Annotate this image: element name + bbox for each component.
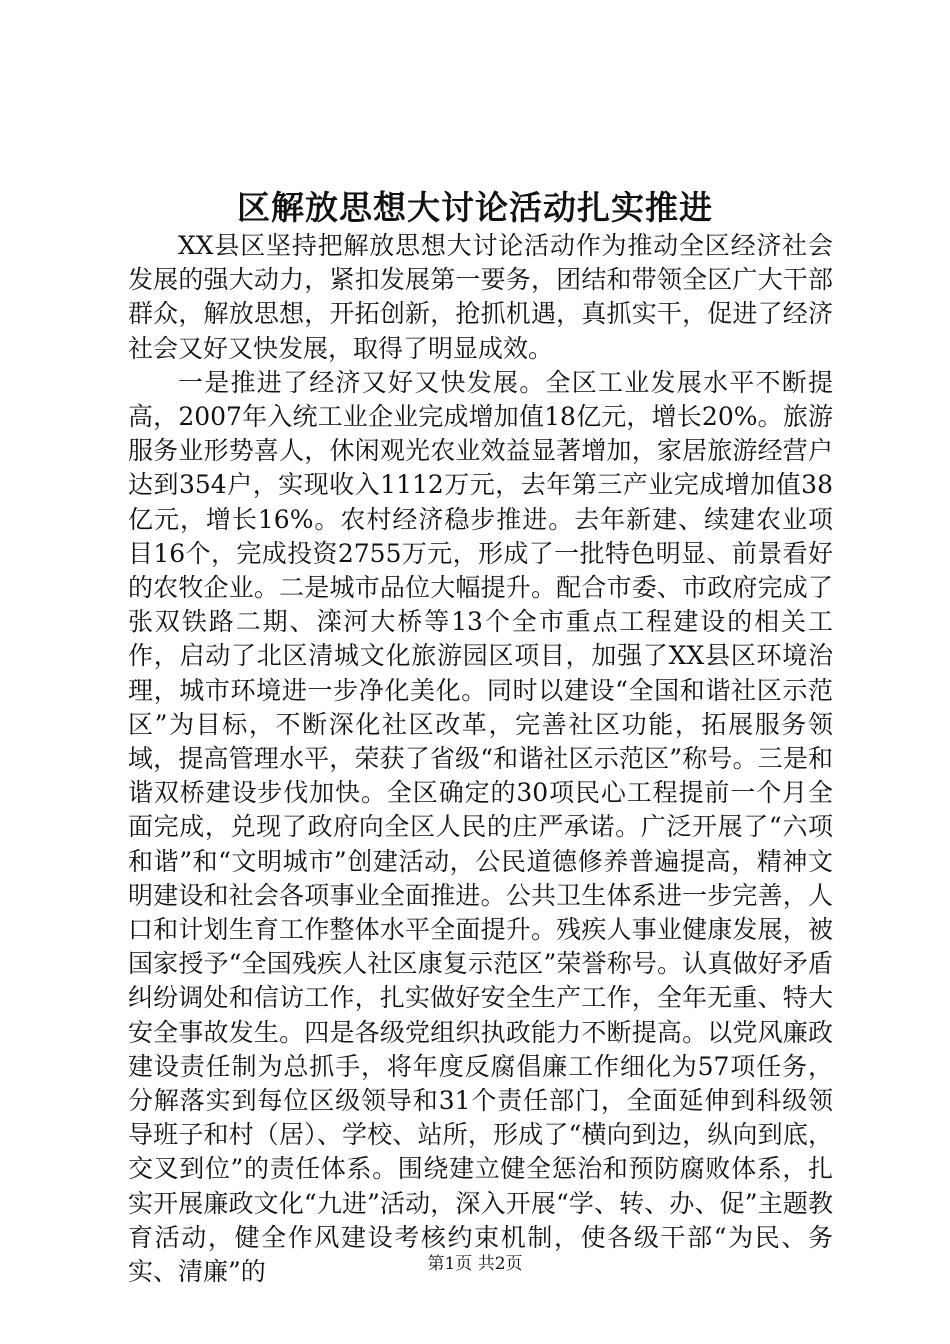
page-footer — [0, 1253, 950, 1275]
paragraph-achievements: 一是推进了经济又好又快发展。全区工业发展水平不断提高，2007年入统工业企业完成增加值18亿元，增长20%。旅游服务业形势喜人，休闲观光农业效益显著增加，家居旅游经营户达到354户，实现收入1112万元，去年第三产业完成增加值38亿元，增长16%。农村经济稳步推进。去年新建、续建农业项目16个，完成投资2755万元，形成了一批特色明显、前景看好的农牧企业。二是城市品位大幅提升。配合市委、市政府完成了张双铁路二期、滦河大桥等13个全市重点工程建设的相关工作，启动了北区清城文化旅游园区项目，加强了XX县区环境治理，城市环境进一步净化美化。同时以建设“全国和谐社区示范区”为目标，不断深化社区改革，完善社区功能，拓展服务领域，提高管理水平，荣获了省级“和谐社区示范区”称号。三是和谐双桥建设步伐加快。全区确定的30项民心工程提前一个月全面完成，兑现了政府向全区人民的庄严承诺。广泛开展了“六项和谐”和“文明城市”创建活动，公民道德修养普遍提高，精神文明建设和社会各项事业全面推进。公共卫生体系进一步完善，人口和计划生育工作整体水平全面提升。残疾人事业健康发展，被国家授予“全国残疾人社区康复示范区”荣誉称号。认真做好矛盾纠纷调处和信访工作，扎实做好安全生产工作，全年无重、特大安全事故发生。四是各级党组织执政能力不断提高。以党风廉政建设责任制为总抓手，将年度反腐倡廉工作细化为57项任务，分解落实到每位区级领导和31个责任部门，全面延伸到科级领导班子和村（居）、学校、站所，形成了“横向到边，纵向到底，交叉到位”的责任体系。围绕建立健全惩治和预防腐败体系，扎实开展廉政文化“九进”活动，深入开展“学、转、办、促”主题教育活动，健全作风建设考核约束机制，使各级干部“为民、务实、清廉”的 — [128, 367, 833, 1287]
document-title: 区解放思想大讨论活动扎实推进 — [237, 188, 713, 227]
paragraph-intro: XX县区坚持把解放思想大讨论活动作为推动全区经济社会发展的强大动力，紧扣发展第一要务，团结和带领全区广大干部群众，解放思想，开拓创新，抢抓机遇，真抓实干，促进了经济社会又好又快发展，取得了明显成效。 — [128, 231, 833, 363]
page-number: 第1页 — [427, 1254, 473, 1274]
document-body — [128, 229, 833, 1289]
page-total: 共2页 — [477, 1254, 523, 1274]
